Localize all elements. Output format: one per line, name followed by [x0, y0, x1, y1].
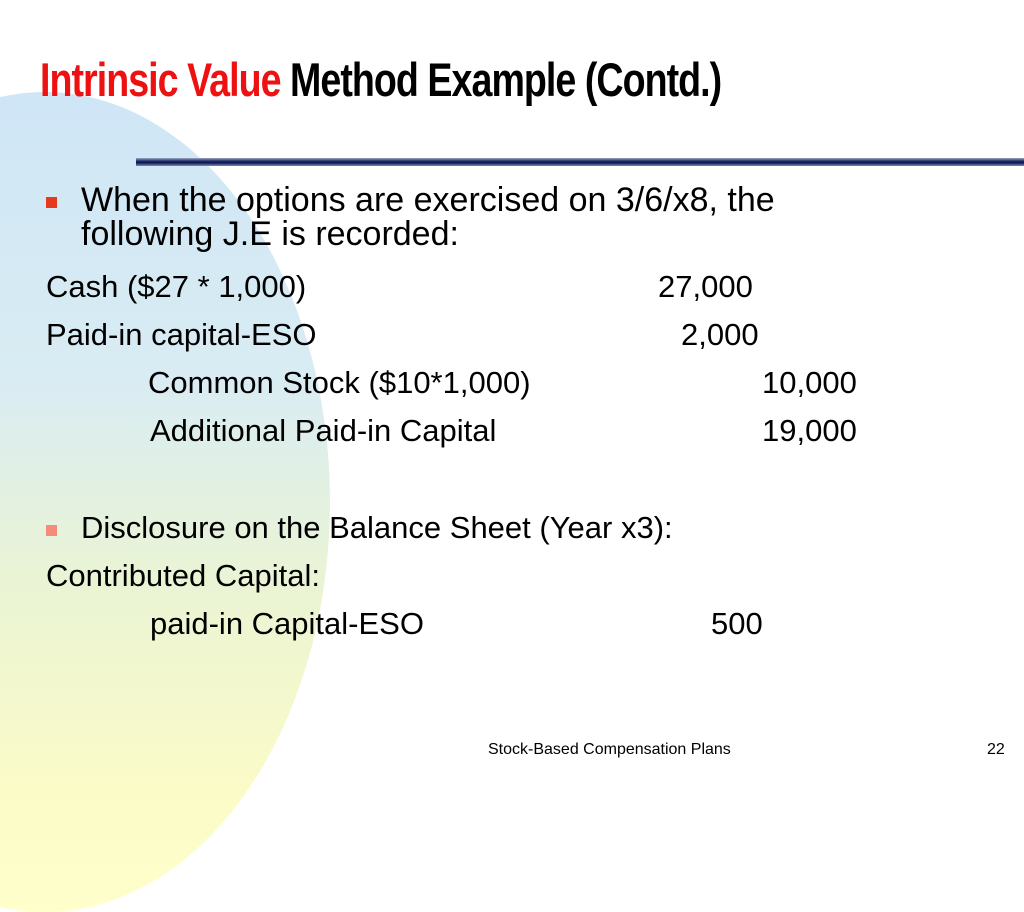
entry-account-paid-in-capital-eso: Paid-in capital-ESO — [46, 317, 317, 352]
bullet-text-block — [81, 183, 775, 251]
entry-account-cash: Cash ($27 * 1,000) — [46, 269, 307, 304]
entry-amount-cash: 27,000 — [658, 269, 753, 304]
footer-title: Stock-Based Compensation Plans — [488, 741, 731, 758]
title-rest: Method Example (Contd.) — [290, 53, 722, 106]
square-bullet-icon — [46, 525, 57, 536]
bullet-disclosure-text: Disclosure on the Balance Sheet (Year x3): — [81, 510, 673, 545]
entry-account-additional-paid-in-capital: Additional Paid-in Capital — [150, 413, 497, 448]
contributed-capital-heading: Contributed Capital: — [46, 558, 320, 593]
contributed-item-amount: 500 — [711, 606, 763, 641]
bullet-item-disclosure — [46, 511, 673, 545]
bullet-line-2: following J.E is recorded: — [81, 215, 459, 253]
title-accent: Intrinsic Value — [40, 53, 281, 106]
square-bullet-icon — [46, 197, 57, 208]
contributed-item-label: paid-in Capital-ESO — [150, 606, 424, 641]
bullet-line-1: When the options are exercised on 3/6/x8, the — [81, 181, 775, 219]
entry-amount-additional-paid-in-capital: 19,000 — [762, 413, 857, 448]
entry-amount-paid-in-capital-eso: 2,000 — [681, 317, 759, 352]
entry-account-common-stock: Common Stock ($10*1,000) — [148, 365, 531, 400]
page-number: 22 — [987, 741, 1005, 758]
entry-amount-common-stock: 10,000 — [762, 365, 857, 400]
bullet-item-exercise — [46, 183, 775, 251]
